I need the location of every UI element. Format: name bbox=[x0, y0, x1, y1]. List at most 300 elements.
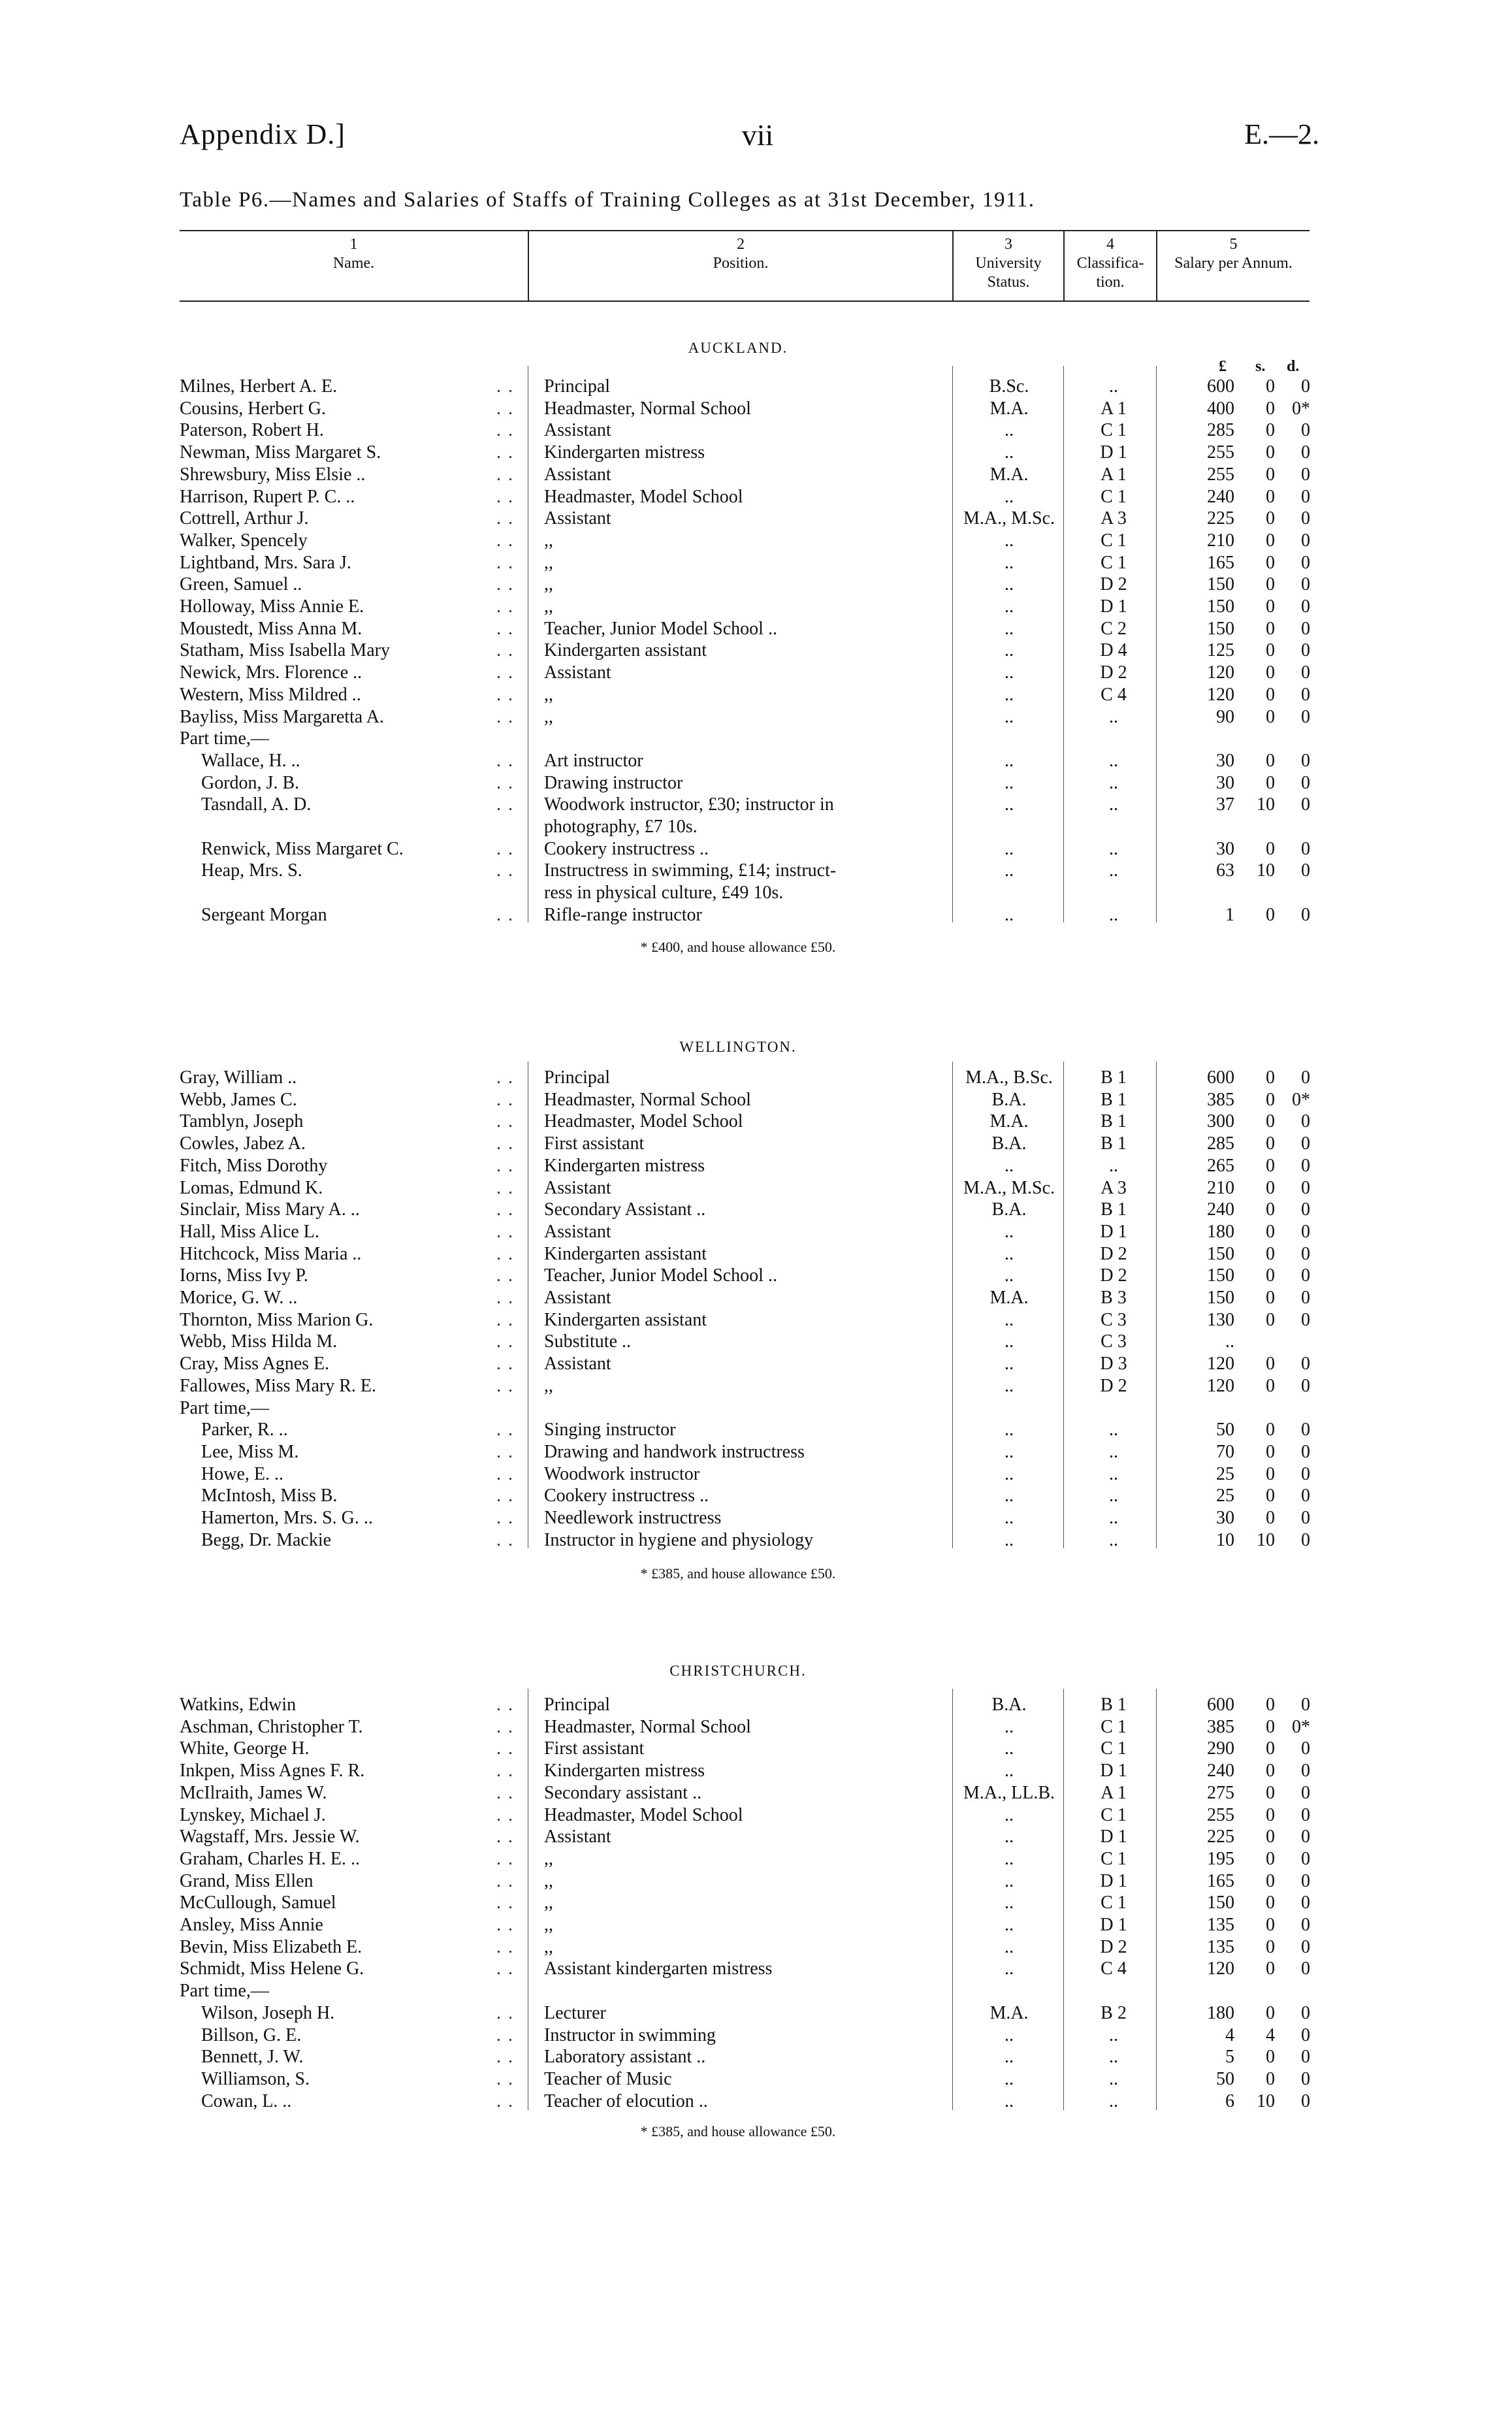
classification: D 1 bbox=[1100, 1761, 1127, 1781]
staff-position: ,, bbox=[544, 706, 553, 727]
salary-shillings: 0 bbox=[1266, 1716, 1275, 1737]
university-status: .. bbox=[1005, 1870, 1014, 1891]
salary-pounds: 180 bbox=[1207, 2002, 1234, 2023]
salary-shillings: 10 bbox=[1257, 860, 1275, 881]
leader-dots: . . bbox=[496, 1331, 514, 1352]
staff-position: Lecturer bbox=[544, 2002, 606, 2023]
leader-dots: . . bbox=[496, 442, 514, 463]
university-status: .. bbox=[1005, 442, 1014, 463]
salary-pounds: 600 bbox=[1207, 1067, 1234, 1088]
leader-dots: . . bbox=[496, 1177, 514, 1198]
staff-position: ,, bbox=[544, 1848, 553, 1869]
classification: D 2 bbox=[1100, 662, 1127, 683]
university-status: .. bbox=[1005, 1331, 1014, 1352]
salary-pounds: 150 bbox=[1207, 1243, 1234, 1264]
classification: C 4 bbox=[1101, 1959, 1127, 1979]
salary-pence: 0 bbox=[1301, 684, 1310, 705]
table-row bbox=[0, 1529, 1512, 1552]
staff-name: Walker, Spencely bbox=[180, 530, 308, 551]
salary-pounds: 5 bbox=[1225, 2047, 1234, 2068]
salary-shillings: 0 bbox=[1266, 376, 1275, 397]
leader-dots: . . bbox=[496, 2090, 514, 2111]
table-row bbox=[0, 1870, 1512, 1893]
staff-name: Harrison, Rupert P. C. .. bbox=[180, 486, 355, 507]
section-title: WELLINGTON. bbox=[679, 1039, 797, 1055]
university-status: .. bbox=[1005, 1243, 1014, 1264]
salary-pence: 0 bbox=[1301, 860, 1310, 881]
table-row bbox=[0, 486, 1512, 508]
salary-pence: 0 bbox=[1301, 1375, 1310, 1396]
staff-position: First assistant bbox=[544, 1738, 645, 1759]
classification: C 1 bbox=[1101, 1716, 1127, 1737]
classification: .. bbox=[1109, 904, 1118, 925]
salary-pence: 0 bbox=[1301, 1265, 1310, 1286]
staff-name: Cowan, L. .. bbox=[201, 2090, 292, 2111]
table-row bbox=[0, 1265, 1512, 1287]
table-row bbox=[0, 640, 1512, 662]
salary-pounds: 600 bbox=[1207, 376, 1234, 397]
salary-pounds: 255 bbox=[1207, 464, 1234, 485]
staff-name: Fitch, Miss Dorothy bbox=[180, 1155, 328, 1176]
classification: D 2 bbox=[1100, 1243, 1127, 1264]
salary-pence: 0 bbox=[1301, 2002, 1310, 2023]
salary-shillings: 10 bbox=[1257, 1529, 1275, 1550]
salary-shillings: 0 bbox=[1266, 486, 1275, 507]
salary-shillings: 0 bbox=[1266, 1936, 1275, 1957]
leader-dots: . . bbox=[496, 464, 514, 485]
staff-position: Assistant bbox=[544, 1288, 611, 1308]
staff-name: Western, Miss Mildred .. bbox=[180, 684, 361, 705]
salary-shillings: 0 bbox=[1266, 772, 1275, 793]
salary-pounds: 150 bbox=[1207, 596, 1234, 617]
salary-shillings: 0 bbox=[1266, 1695, 1275, 1715]
staff-position: Assistant bbox=[544, 1827, 611, 1847]
staff-name: Newick, Mrs. Florence .. bbox=[180, 662, 362, 683]
section-footnote: * £400, and house allowance £50. bbox=[640, 939, 836, 955]
staff-position: Instructress in swimming, £14; instruct- bbox=[544, 860, 837, 881]
university-status: .. bbox=[1005, 618, 1014, 639]
salary-pounds: 120 bbox=[1207, 684, 1234, 705]
staff-name: Tamblyn, Joseph bbox=[180, 1111, 304, 1132]
table-row bbox=[0, 1375, 1512, 1397]
salary-pence: 0 bbox=[1301, 1893, 1310, 1913]
salary-shillings: 0 bbox=[1266, 420, 1275, 441]
staff-name: Shrewsbury, Miss Elsie .. bbox=[180, 464, 366, 485]
section-title: AUCKLAND. bbox=[688, 340, 788, 356]
staff-name: Cowles, Jabez A. bbox=[180, 1133, 306, 1154]
salary-shillings: 4 bbox=[1266, 2025, 1275, 2045]
classification: A 1 bbox=[1101, 464, 1127, 485]
staff-position: Headmaster, Model School bbox=[544, 486, 743, 507]
salary-pounds: 210 bbox=[1207, 530, 1234, 551]
staff-name: Iorns, Miss Ivy P. bbox=[180, 1265, 308, 1286]
staff-name: Hall, Miss Alice L. bbox=[180, 1221, 319, 1242]
salary-shillings: 0 bbox=[1266, 1265, 1275, 1286]
staff-position: Kindergarten assistant bbox=[544, 1309, 707, 1330]
leader-dots: . . bbox=[496, 1738, 514, 1759]
classification: .. bbox=[1109, 1529, 1118, 1550]
classification: D 1 bbox=[1100, 1221, 1127, 1242]
salary-pounds: 25 bbox=[1216, 1486, 1234, 1506]
university-status: .. bbox=[1005, 1463, 1014, 1484]
table-row bbox=[0, 2046, 1512, 2068]
salary-shillings: 0 bbox=[1266, 1420, 1275, 1440]
classification: D 1 bbox=[1100, 1870, 1127, 1891]
section-title: CHRISTCHURCH. bbox=[669, 1663, 807, 1679]
table-row bbox=[0, 860, 1512, 882]
university-status: .. bbox=[1005, 904, 1014, 925]
table-row bbox=[0, 750, 1512, 772]
staff-position: Headmaster, Normal School bbox=[544, 1716, 751, 1737]
university-status: .. bbox=[1005, 1420, 1014, 1440]
salary-pence: 0 bbox=[1301, 1695, 1310, 1715]
classification: .. bbox=[1109, 1155, 1118, 1176]
staff-name: Thornton, Miss Marion G. bbox=[180, 1309, 374, 1330]
staff-position: Cookery instructress .. bbox=[544, 838, 709, 859]
staff-position: Assistant bbox=[544, 464, 611, 485]
column-head-position: 2 Position. bbox=[713, 236, 769, 272]
salary-pence: 0 bbox=[1301, 1936, 1310, 1957]
salary-pence: 0 bbox=[1301, 1463, 1310, 1484]
table-row bbox=[0, 1177, 1512, 1199]
salary-pounds: 600 bbox=[1207, 1695, 1234, 1715]
leader-dots: . . bbox=[496, 486, 514, 507]
university-status: B.A. bbox=[991, 1695, 1027, 1715]
classification: C 1 bbox=[1101, 486, 1127, 507]
table-row bbox=[0, 772, 1512, 794]
staff-name: Graham, Charles H. E. .. bbox=[180, 1848, 361, 1869]
university-status: M.A., LL.B. bbox=[963, 1782, 1055, 1803]
table-row bbox=[0, 508, 1512, 530]
staff-position: Teacher, Junior Model School .. bbox=[544, 618, 777, 639]
table-row bbox=[0, 2025, 1512, 2047]
salary-pounds: 225 bbox=[1207, 1827, 1234, 1847]
leader-dots: . . bbox=[496, 1199, 514, 1220]
staff-position: Woodwork instructor bbox=[544, 1463, 700, 1484]
university-status: B.Sc. bbox=[989, 376, 1029, 397]
section-footnote: * £385, and house allowance £50. bbox=[640, 2123, 836, 2139]
university-status: .. bbox=[1005, 574, 1014, 595]
staff-position: Instructor in hygiene and physiology bbox=[544, 1529, 814, 1550]
salary-shillings: 0 bbox=[1266, 1375, 1275, 1396]
salary-shillings: 0 bbox=[1266, 618, 1275, 639]
salary-pounds: 10 bbox=[1216, 1529, 1234, 1550]
classification: B 1 bbox=[1101, 1067, 1127, 1088]
salary-pounds: 165 bbox=[1207, 1870, 1234, 1891]
salary-shillings: 0 bbox=[1266, 1870, 1275, 1891]
page-number: vii bbox=[741, 118, 774, 152]
staff-position: Kindergarten mistress bbox=[544, 442, 705, 463]
salary-pounds: 150 bbox=[1207, 1893, 1234, 1913]
classification: .. bbox=[1109, 2090, 1118, 2111]
table-row bbox=[0, 1155, 1512, 1177]
classification: .. bbox=[1109, 376, 1118, 397]
classification: C 1 bbox=[1101, 1804, 1127, 1825]
leader-dots: . . bbox=[496, 794, 514, 815]
table-row bbox=[0, 1848, 1512, 1870]
salary-pence: 0 bbox=[1301, 1782, 1310, 1803]
table-row bbox=[0, 398, 1512, 420]
classification: C 2 bbox=[1101, 618, 1127, 639]
university-status: .. bbox=[1005, 640, 1014, 661]
pounds-head: £ bbox=[1219, 358, 1227, 375]
salary-pence: 0 bbox=[1301, 1804, 1310, 1825]
classification: D 2 bbox=[1100, 1936, 1127, 1957]
staff-name: Aschman, Christopher T. bbox=[180, 1716, 363, 1737]
salary-shillings: 0 bbox=[1266, 706, 1275, 727]
university-status: B.A. bbox=[991, 1089, 1027, 1110]
university-status: .. bbox=[1005, 684, 1014, 705]
university-status: .. bbox=[1005, 772, 1014, 793]
classification: D 2 bbox=[1100, 574, 1127, 595]
leader-dots: . . bbox=[496, 1486, 514, 1506]
university-status: M.A., M.Sc. bbox=[963, 1177, 1055, 1198]
salary-pounds: 70 bbox=[1216, 1441, 1234, 1462]
university-status: .. bbox=[1005, 1529, 1014, 1550]
salary-pounds: .. bbox=[1225, 1331, 1234, 1352]
table-row bbox=[0, 816, 1512, 838]
university-status: .. bbox=[1005, 750, 1014, 771]
table-row bbox=[0, 1287, 1512, 1309]
classification: B 2 bbox=[1101, 2002, 1127, 2023]
pence-head: d. bbox=[1287, 358, 1300, 375]
classification: D 1 bbox=[1100, 1827, 1127, 1847]
column-head-name: 1 Name. bbox=[332, 236, 375, 272]
salary-pounds: 255 bbox=[1207, 442, 1234, 463]
salary-pence: 0 bbox=[1301, 1199, 1310, 1220]
staff-name: McIlraith, James W. bbox=[180, 1782, 327, 1803]
leader-dots: . . bbox=[496, 662, 514, 683]
university-status: .. bbox=[1005, 530, 1014, 551]
staff-position: ,, bbox=[544, 684, 553, 705]
staff-position: ,, bbox=[544, 552, 553, 573]
salary-pounds: 90 bbox=[1216, 706, 1234, 727]
salary-pounds: 30 bbox=[1216, 772, 1234, 793]
salary-shillings: 0 bbox=[1266, 1959, 1275, 1979]
classification: C 3 bbox=[1101, 1309, 1127, 1330]
leader-dots: . . bbox=[496, 1782, 514, 1803]
university-status: M.A. bbox=[989, 2002, 1029, 2023]
staff-name: McCullough, Samuel bbox=[180, 1893, 336, 1913]
classification: C 1 bbox=[1101, 420, 1127, 441]
salary-pence: 0 bbox=[1301, 662, 1310, 683]
university-status: B.A. bbox=[991, 1133, 1027, 1154]
salary-pounds: 1 bbox=[1225, 904, 1234, 925]
university-status: .. bbox=[1005, 420, 1014, 441]
salary-shillings: 0 bbox=[1266, 508, 1275, 529]
table-row bbox=[0, 618, 1512, 640]
staff-name: Statham, Miss Isabella Mary bbox=[180, 640, 390, 661]
university-status: .. bbox=[1005, 662, 1014, 683]
salary-shillings: 0 bbox=[1266, 1761, 1275, 1781]
staff-position: Kindergarten mistress bbox=[544, 1155, 705, 1176]
staff-name: White, George H. bbox=[180, 1738, 310, 1759]
university-status: .. bbox=[1005, 1827, 1014, 1847]
salary-pence: 0 bbox=[1301, 1067, 1310, 1088]
salary-pence: 0 bbox=[1301, 1155, 1310, 1176]
salary-pence: 0 bbox=[1301, 1915, 1310, 1935]
leader-dots: . . bbox=[496, 530, 514, 551]
salary-pounds: 120 bbox=[1207, 1375, 1234, 1396]
salary-pence: 0 bbox=[1301, 1354, 1310, 1374]
salary-pounds: 150 bbox=[1207, 574, 1234, 595]
classification: D 1 bbox=[1100, 442, 1127, 463]
salary-shillings: 0 bbox=[1266, 750, 1275, 771]
salary-pounds: 255 bbox=[1207, 1804, 1234, 1825]
university-status: M.A., B.Sc. bbox=[965, 1067, 1053, 1088]
salary-pounds: 4 bbox=[1225, 2025, 1234, 2045]
staff-position: Principal bbox=[544, 1067, 611, 1088]
classification: C 1 bbox=[1101, 530, 1127, 551]
staff-name: Williamson, S. bbox=[201, 2068, 310, 2089]
salary-shillings: 0 bbox=[1266, 1111, 1275, 1132]
table-row bbox=[0, 1826, 1512, 1848]
staff-position: Kindergarten assistant bbox=[544, 1243, 707, 1264]
salary-pence: 0 bbox=[1301, 464, 1310, 485]
staff-position: Kindergarten mistress bbox=[544, 1761, 705, 1781]
table-row bbox=[0, 1507, 1512, 1529]
salary-shillings: 0 bbox=[1266, 1893, 1275, 1913]
table-row bbox=[0, 1892, 1512, 1914]
salary-pence: 0 bbox=[1301, 1420, 1310, 1440]
staff-name: Cottrell, Arthur J. bbox=[180, 508, 309, 529]
university-status: .. bbox=[1005, 1915, 1014, 1935]
header-top-rule bbox=[180, 230, 1310, 231]
staff-name: Cousins, Herbert G. bbox=[180, 398, 326, 419]
leader-dots: . . bbox=[496, 618, 514, 639]
leader-dots: . . bbox=[496, 1089, 514, 1110]
leader-dots: . . bbox=[496, 1155, 514, 1176]
salary-shillings: 0 bbox=[1266, 596, 1275, 617]
salary-pence: 0 bbox=[1301, 1441, 1310, 1462]
table-row bbox=[0, 442, 1512, 464]
table-row bbox=[0, 2090, 1512, 2113]
column-head-classification: 4 Classifica-tion. bbox=[1076, 236, 1144, 291]
university-status: .. bbox=[1005, 1441, 1014, 1462]
table-row bbox=[0, 1353, 1512, 1375]
staff-position: Headmaster, Model School bbox=[544, 1111, 743, 1132]
leader-dots: . . bbox=[496, 1848, 514, 1869]
salary-shillings: 0 bbox=[1266, 1309, 1275, 1330]
salary-pence: 0 bbox=[1301, 2068, 1310, 2089]
classification: D 3 bbox=[1100, 1354, 1127, 1374]
staff-position: Assistant bbox=[544, 508, 611, 529]
leader-dots: . . bbox=[496, 1463, 514, 1484]
university-status: M.A. bbox=[989, 398, 1029, 419]
staff-position: ress in physical culture, £49 10s. bbox=[544, 883, 784, 903]
leader-dots: . . bbox=[496, 574, 514, 595]
staff-name: Part time,— bbox=[180, 1397, 269, 1418]
salary-pence: 0 bbox=[1301, 1221, 1310, 1242]
staff-position: Substitute .. bbox=[544, 1331, 632, 1352]
salary-pence: 0 bbox=[1301, 420, 1310, 441]
table-row bbox=[0, 1419, 1512, 1441]
table-row bbox=[0, 1243, 1512, 1265]
leader-dots: . . bbox=[496, 1067, 514, 1088]
leader-dots: . . bbox=[496, 772, 514, 793]
leader-dots: . . bbox=[496, 904, 514, 925]
table-row bbox=[0, 1067, 1512, 1089]
table-row bbox=[0, 596, 1512, 618]
staff-position: ,, bbox=[544, 1915, 553, 1935]
university-status: .. bbox=[1005, 1354, 1014, 1374]
staff-position: Singing instructor bbox=[544, 1420, 676, 1440]
salary-shillings: 0 bbox=[1266, 1199, 1275, 1220]
table-row bbox=[0, 1716, 1512, 1738]
salary-shillings: 0 bbox=[1266, 1463, 1275, 1484]
staff-position: Art instructor bbox=[544, 750, 643, 771]
staff-name: Part time,— bbox=[180, 728, 269, 749]
staff-position: ,, bbox=[544, 1936, 553, 1957]
salary-pence: 0 bbox=[1301, 376, 1310, 397]
table-row bbox=[0, 376, 1512, 398]
leader-dots: . . bbox=[496, 1508, 514, 1528]
staff-position: ,, bbox=[544, 574, 553, 595]
university-status: .. bbox=[1005, 1893, 1014, 1913]
leader-dots: . . bbox=[496, 596, 514, 617]
staff-name: Watkins, Edwin bbox=[180, 1695, 297, 1715]
staff-name: Holloway, Miss Annie E. bbox=[180, 596, 364, 617]
staff-position: ,, bbox=[544, 1870, 553, 1891]
salary-pounds: 135 bbox=[1207, 1915, 1234, 1935]
staff-name: Hamerton, Mrs. S. G. .. bbox=[201, 1508, 373, 1528]
leader-dots: . . bbox=[496, 750, 514, 771]
university-status: .. bbox=[1005, 1155, 1014, 1176]
university-status: .. bbox=[1005, 1804, 1014, 1825]
salary-pounds: 30 bbox=[1216, 750, 1234, 771]
salary-shillings: 0 bbox=[1266, 2047, 1275, 2068]
salary-shillings: 0 bbox=[1266, 2002, 1275, 2023]
salary-pounds: 385 bbox=[1207, 1716, 1234, 1737]
staff-name: Webb, James C. bbox=[180, 1089, 297, 1110]
university-status: .. bbox=[1005, 1848, 1014, 1869]
salary-pence: 0 bbox=[1301, 1870, 1310, 1891]
leader-dots: . . bbox=[496, 1265, 514, 1286]
university-status: .. bbox=[1005, 2068, 1014, 2089]
classification: D 2 bbox=[1100, 1265, 1127, 1286]
staff-name: Sergeant Morgan bbox=[201, 904, 327, 925]
classification: B 1 bbox=[1101, 1133, 1127, 1154]
salary-pounds: 50 bbox=[1216, 2068, 1234, 2089]
salary-pence: 0 bbox=[1301, 772, 1310, 793]
staff-position: First assistant bbox=[544, 1133, 645, 1154]
leader-dots: . . bbox=[496, 1529, 514, 1550]
salary-pence: 0 bbox=[1301, 1111, 1310, 1132]
staff-name: Sinclair, Miss Mary A. .. bbox=[180, 1199, 360, 1220]
table-row bbox=[0, 1221, 1512, 1243]
document-code: E.—2. bbox=[1244, 118, 1319, 150]
salary-pounds: 135 bbox=[1207, 1936, 1234, 1957]
university-status: .. bbox=[1005, 1716, 1014, 1737]
university-status: .. bbox=[1005, 1761, 1014, 1781]
staff-name: Lomas, Edmund K. bbox=[180, 1177, 323, 1198]
leader-dots: . . bbox=[496, 1441, 514, 1462]
column-head-university: 3 University Status. bbox=[975, 236, 1042, 291]
staff-name: Paterson, Robert H. bbox=[180, 420, 324, 441]
staff-name: Gordon, J. B. bbox=[201, 772, 300, 793]
staff-name: Billson, G. E. bbox=[201, 2025, 302, 2045]
staff-position: ,, bbox=[544, 530, 553, 551]
table-row bbox=[0, 2068, 1512, 2090]
staff-name: Wallace, H. .. bbox=[201, 750, 300, 771]
staff-name: Part time,— bbox=[180, 1981, 269, 2002]
classification: A 1 bbox=[1101, 1782, 1127, 1803]
staff-name: Bevin, Miss Elizabeth E. bbox=[180, 1936, 362, 1957]
staff-name: Lee, Miss M. bbox=[201, 1441, 299, 1462]
salary-pounds: 385 bbox=[1207, 1089, 1234, 1110]
appendix-label: Appendix D.] bbox=[180, 118, 346, 150]
salary-pence: 0 bbox=[1301, 442, 1310, 463]
